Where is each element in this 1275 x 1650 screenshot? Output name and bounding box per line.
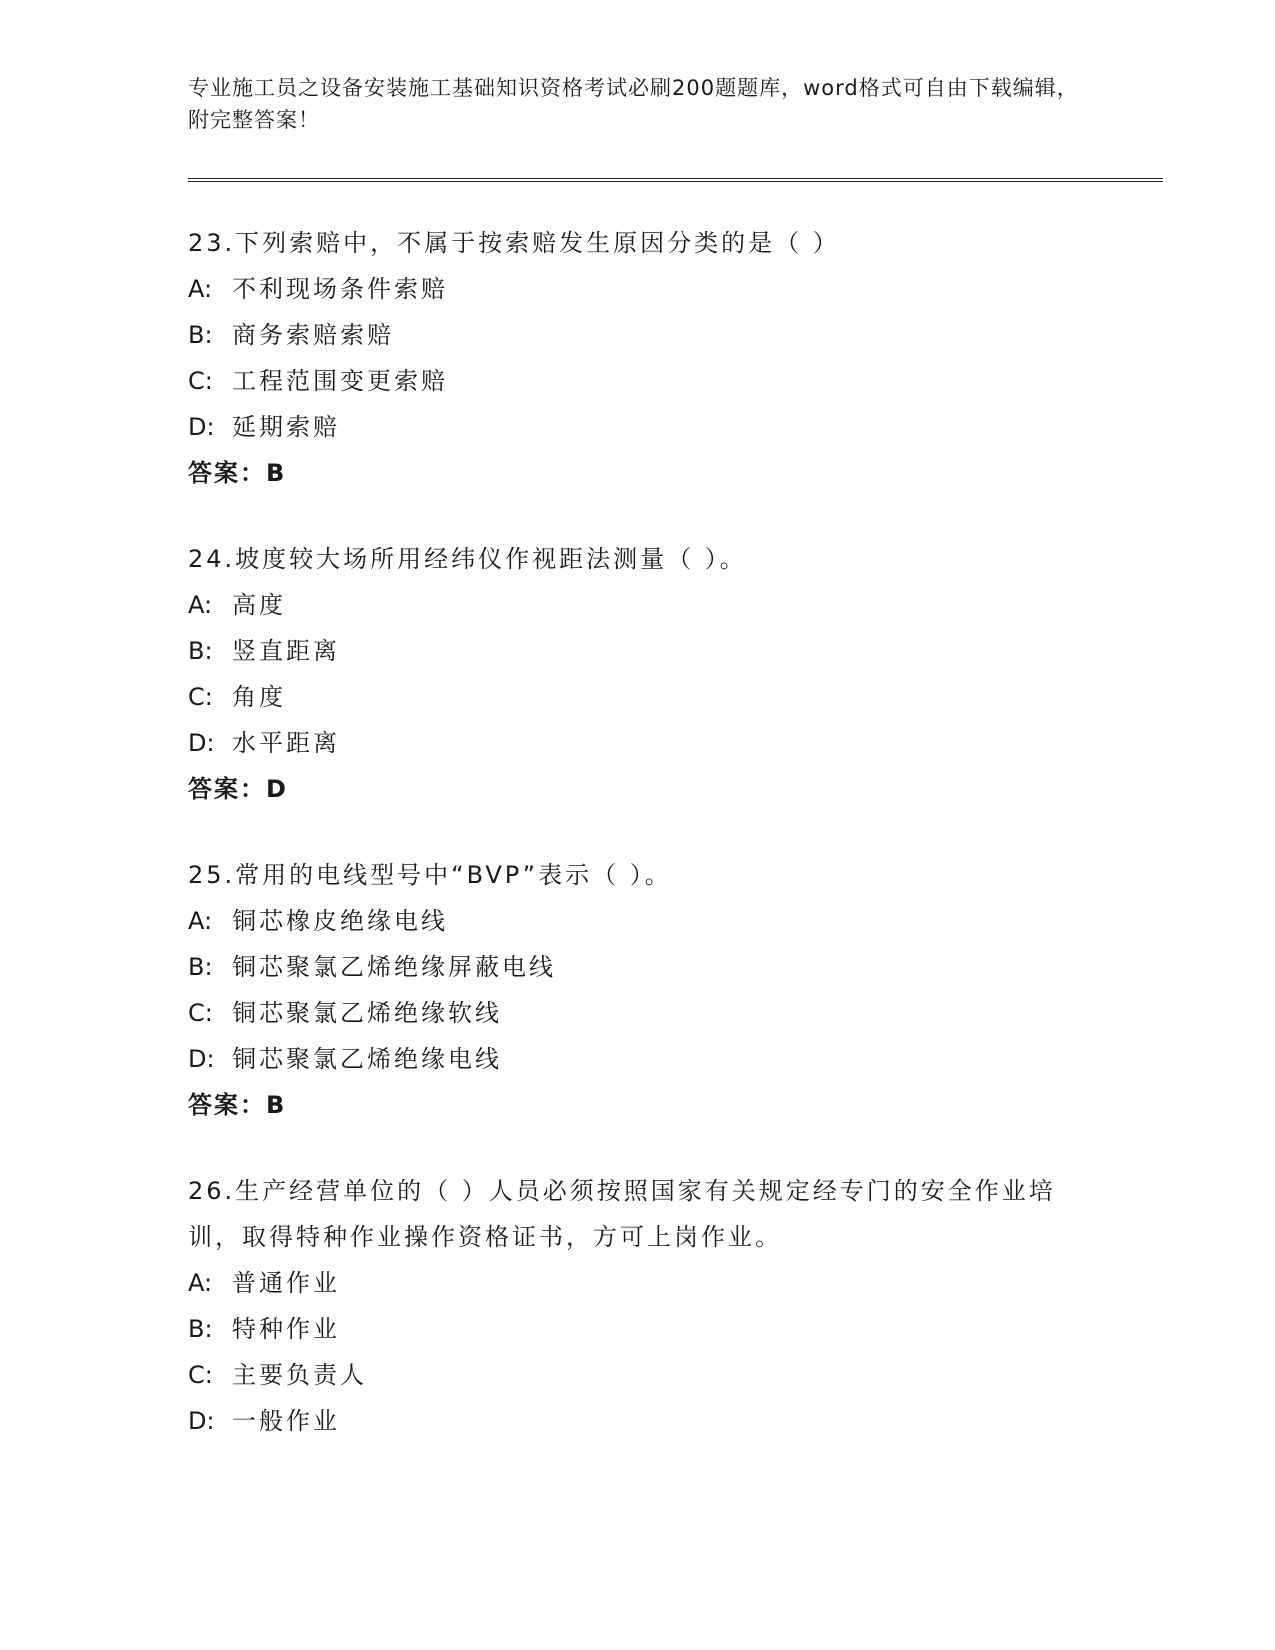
option-text: 主要负责人	[232, 1361, 367, 1389]
option-a	[188, 1260, 1088, 1306]
option-b	[188, 944, 1088, 990]
option-text: 商务索赔索赔	[232, 321, 394, 349]
option-a	[188, 898, 1088, 944]
option-letter: C:	[188, 1361, 213, 1389]
option-letter: C:	[188, 367, 213, 395]
option-letter: B:	[188, 637, 213, 665]
option-letter: C:	[188, 683, 213, 711]
option-text: 延期索赔	[232, 413, 340, 441]
question-stem: 23.下列索赔中，不属于按索赔发生原因分类的是（ ）	[188, 229, 840, 257]
option-text: 高度	[232, 591, 286, 619]
option-c	[188, 990, 1088, 1036]
option-text: 一般作业	[232, 1407, 340, 1435]
option-d	[188, 720, 1088, 766]
option-letter: A:	[188, 275, 213, 303]
option-letter: A:	[188, 1269, 213, 1297]
answer-line: 答案：B	[188, 459, 287, 487]
option-letter: B:	[188, 1315, 213, 1343]
question-25	[188, 852, 1088, 1128]
option-d	[188, 404, 1088, 450]
option-text: 铜芯聚氯乙烯绝缘电线	[232, 1045, 502, 1073]
option-text: 竖直距离	[232, 637, 340, 665]
question-26	[188, 1168, 1088, 1444]
option-text: 铜芯聚氯乙烯绝缘软线	[232, 999, 502, 1027]
option-letter: B:	[188, 321, 213, 349]
option-d	[188, 1036, 1088, 1082]
question-stem: 24.坡度较大场所用经纬仪作视距法测量（ ）。	[188, 545, 747, 573]
answer-line: 答案：D	[188, 775, 288, 803]
option-a	[188, 266, 1088, 312]
option-text: 角度	[232, 683, 286, 711]
option-letter: D:	[188, 413, 215, 441]
option-letter: A:	[188, 591, 213, 619]
option-letter: D:	[188, 1045, 215, 1073]
option-text: 铜芯橡皮绝缘电线	[232, 907, 448, 935]
option-text: 普通作业	[232, 1269, 340, 1297]
option-a	[188, 582, 1088, 628]
option-letter: D:	[188, 1407, 215, 1435]
question-stem: 26.生产经营单位的（ ）人员必须按照国家有关规定经专门的安全作业培训，取得特种作业操作资格证书，方可上岗作业。	[188, 1177, 1056, 1251]
option-letter: C:	[188, 999, 213, 1027]
option-b	[188, 312, 1088, 358]
option-text: 铜芯聚氯乙烯绝缘屏蔽电线	[232, 953, 556, 981]
option-text: 水平距离	[232, 729, 340, 757]
option-d	[188, 1398, 1088, 1444]
document-title: 专业施工员之设备安装施工基础知识资格考试必刷200题题库，word格式可自由下载编辑，附完整答案！	[188, 76, 1079, 132]
question-stem: 25.常用的电线型号中“BVP”表示（ ）。	[188, 861, 672, 889]
header-divider	[188, 178, 1163, 182]
option-letter: D:	[188, 729, 215, 757]
question-23	[188, 220, 1088, 496]
option-letter: A:	[188, 907, 213, 935]
option-b	[188, 1306, 1088, 1352]
option-b	[188, 628, 1088, 674]
option-text: 工程范围变更索赔	[232, 367, 448, 395]
option-c	[188, 1352, 1088, 1398]
question-24	[188, 536, 1088, 812]
option-c	[188, 358, 1088, 404]
option-letter: B:	[188, 953, 213, 981]
option-text: 特种作业	[232, 1315, 340, 1343]
option-c	[188, 674, 1088, 720]
option-text: 不利现场条件索赔	[232, 275, 448, 303]
answer-line: 答案：B	[188, 1091, 287, 1119]
